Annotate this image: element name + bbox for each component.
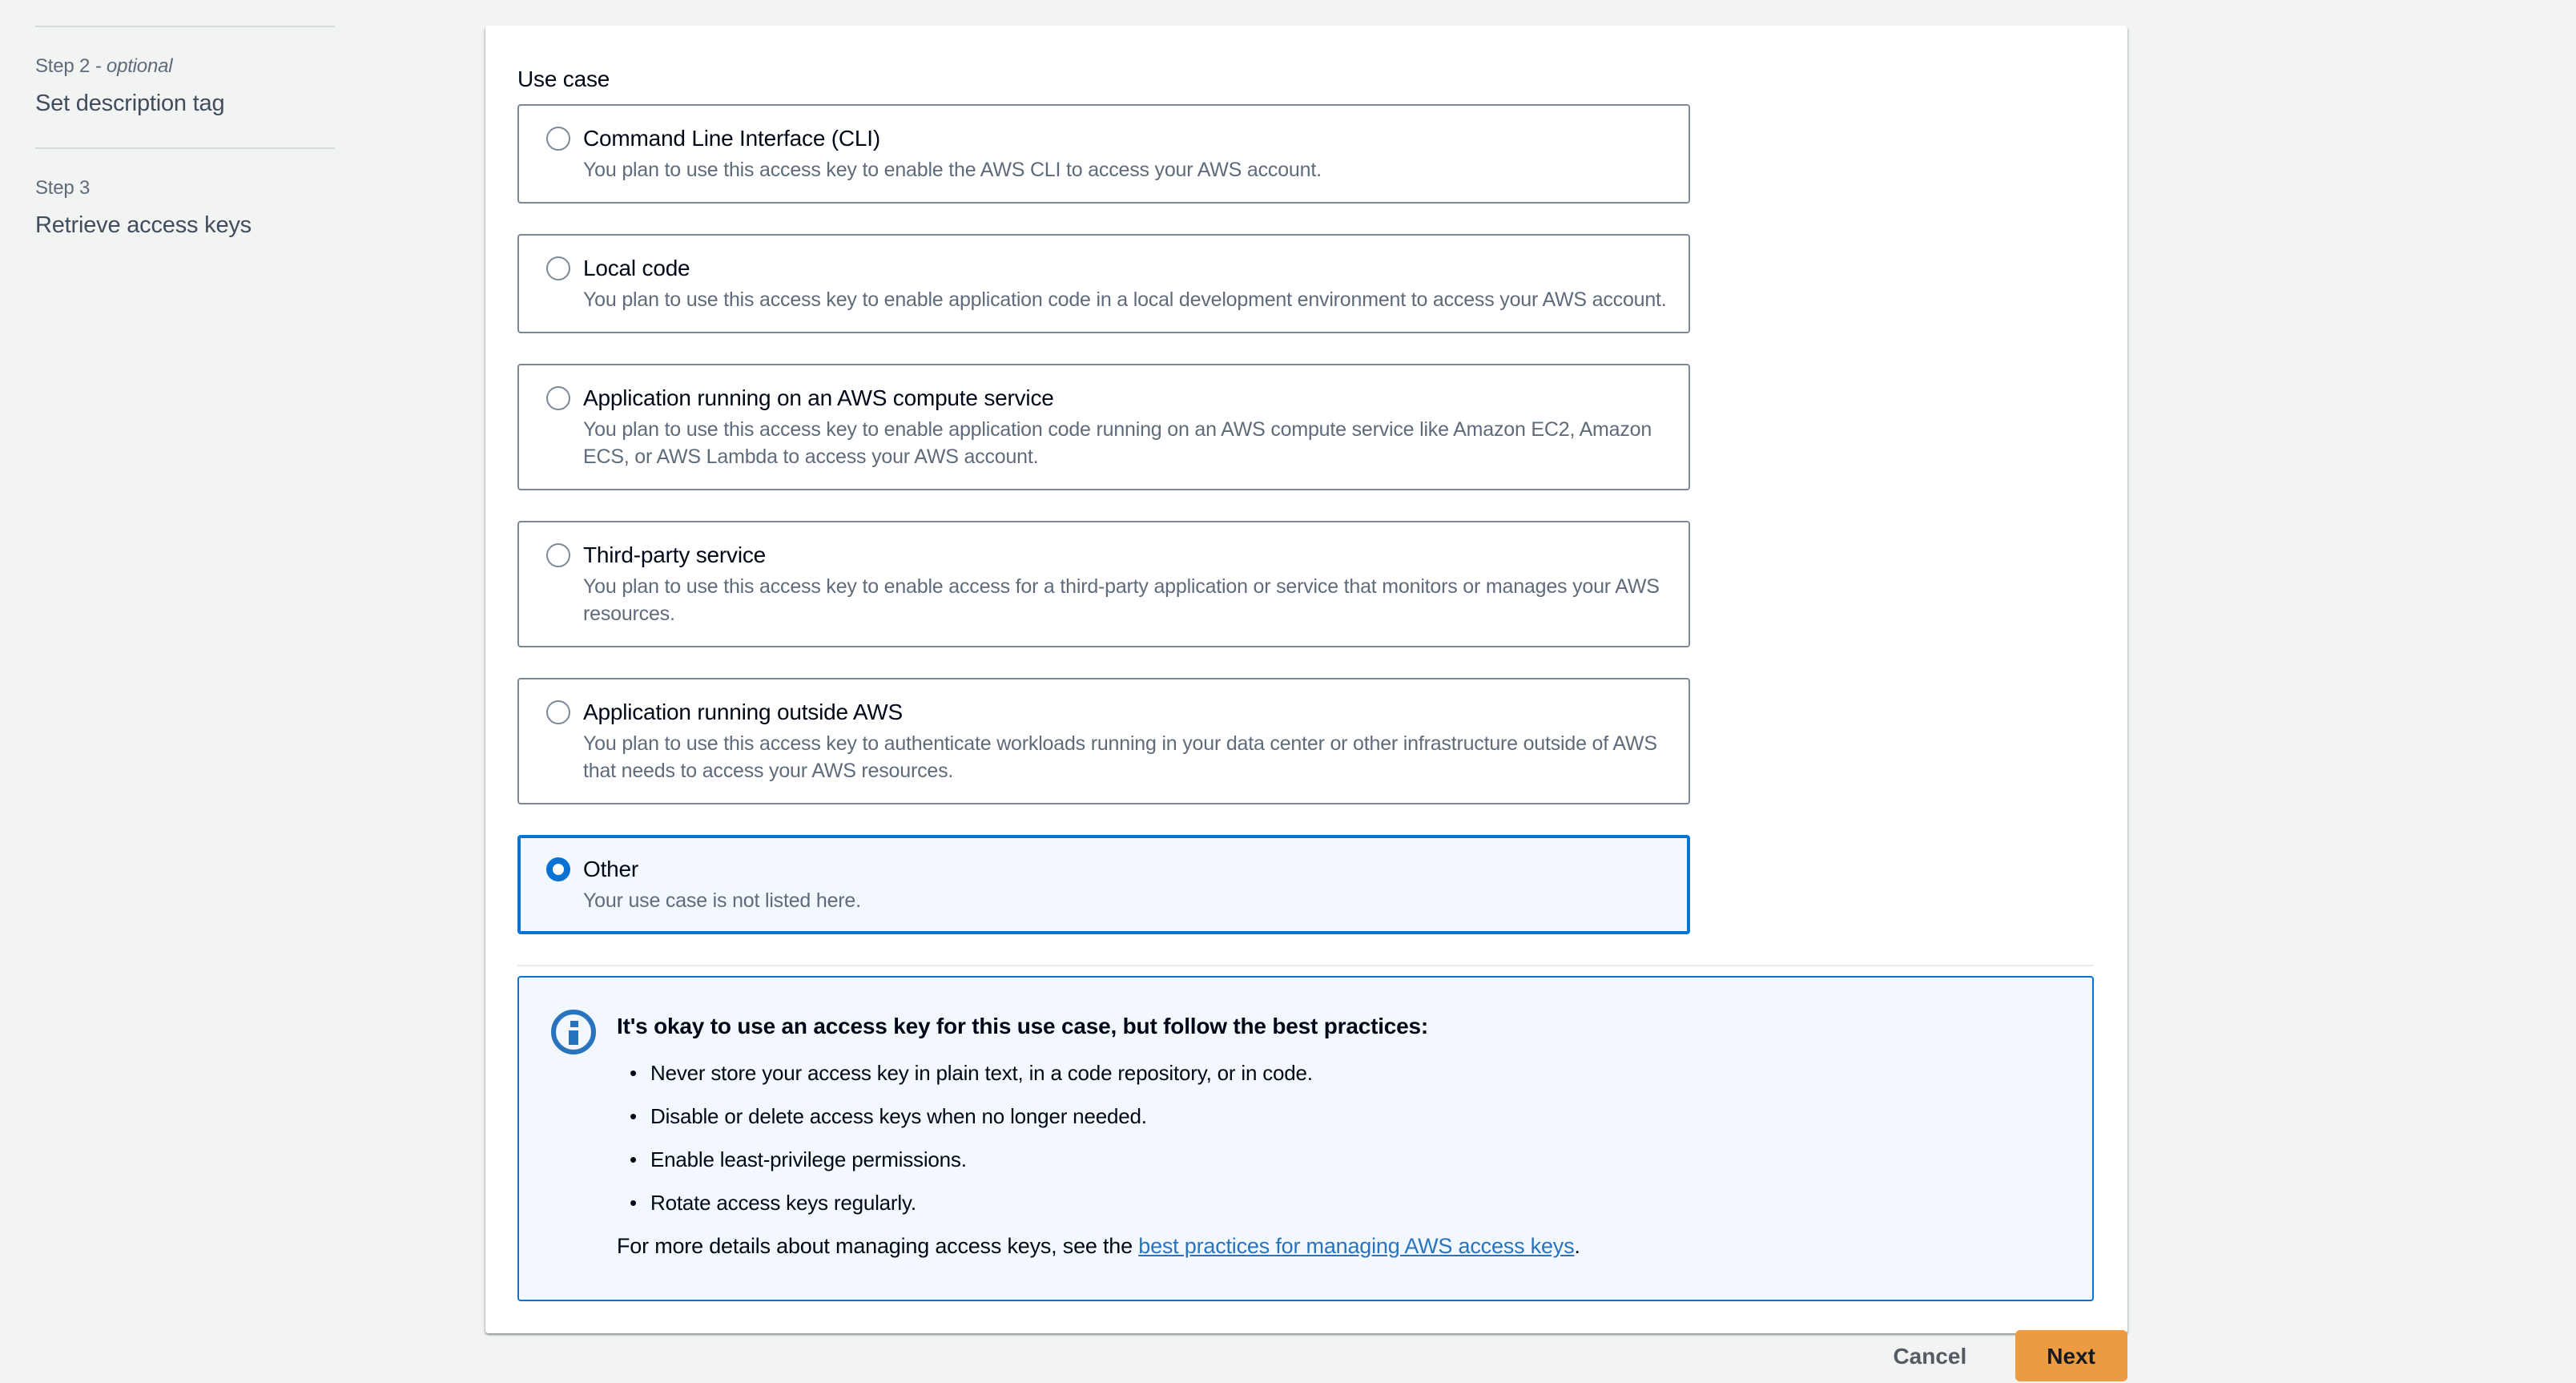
use-case-option-other[interactable] (517, 835, 1690, 934)
option-description: You plan to use this access key to enable access for a third-party application or service that monitors or manages your AWS resources. (583, 575, 1660, 625)
best-practices-info-alert (517, 976, 2094, 1301)
use-case-option-third-party-service[interactable] (517, 521, 1690, 647)
wizard-sidebar (35, 26, 335, 269)
option-label: Command Line Interface (CLI) (583, 125, 881, 151)
sidebar-step-2 (35, 27, 335, 147)
option-label: Application running on an AWS compute service (583, 385, 1054, 410)
info-icon (551, 1010, 596, 1054)
wizard-actions (485, 1330, 2127, 1381)
use-case-label: Use case (517, 66, 610, 91)
alert-bullet: • Never store your access key in plain text, in a code repository, or in code. (650, 1058, 2060, 1090)
alert-bullet: • Rotate access keys regularly. (650, 1187, 2060, 1220)
option-description: Your use case is not listed here. (583, 889, 861, 912)
best-practices-link[interactable]: best practices for managing AWS access keys (1138, 1234, 1575, 1258)
radio-button[interactable] (546, 386, 570, 410)
step-title: Retrieve access keys (35, 213, 252, 239)
option-description: You plan to use this access key to enable application code in a local development environment to access your AWS account. (583, 288, 1667, 311)
radio-button[interactable] (546, 127, 570, 151)
cancel-button[interactable]: Cancel (1861, 1337, 1998, 1375)
use-case-card (485, 26, 2127, 1333)
option-label: Local code (583, 255, 690, 280)
step-title: Set description tag (35, 91, 225, 117)
use-case-option-aws-compute-service[interactable] (517, 364, 1690, 490)
alert-bullet: • Disable or delete access keys when no longer needed. (650, 1101, 2060, 1133)
use-case-option-outside-aws[interactable] (517, 678, 1690, 804)
alert-bullet: • Enable least-privilege permissions. (650, 1144, 2060, 1176)
sidebar-step-3 (35, 149, 335, 269)
radio-button[interactable] (546, 256, 570, 280)
next-button[interactable]: Next (2015, 1330, 2127, 1381)
radio-button-selected[interactable] (546, 857, 570, 881)
radio-button[interactable] (546, 700, 570, 724)
alert-footer-text: For more details about managing access keys, see the best practices for managing AWS access keys. (617, 1234, 1580, 1258)
alert-title: It's okay to use an access key for this use case, but follow the best practices: (617, 1013, 1429, 1038)
option-description: You plan to use this access key to enable the AWS CLI to access your AWS account. (583, 159, 1322, 181)
option-label: Third-party service (583, 542, 767, 567)
option-label: Other (583, 856, 639, 881)
option-description: You plan to use this access key to authenticate workloads running in your data center or other infrastructure outside of AWS that needs to access your AWS resources. (583, 732, 1657, 782)
use-case-option-local-code[interactable] (517, 234, 1690, 333)
step-number-label: Step 2 - optional (35, 54, 173, 77)
divider (517, 965, 2094, 966)
option-label: Application running outside AWS (583, 699, 904, 724)
alert-bullet-list (617, 1058, 2060, 1220)
use-case-option-cli[interactable] (517, 104, 1690, 204)
radio-button[interactable] (546, 543, 570, 567)
step-number-label: Step 3 (35, 176, 91, 199)
use-case-tile-group (517, 104, 1690, 934)
option-description: You plan to use this access key to enable application code running on an AWS compute service like Amazon EC2, Amazon ECS, or AWS Lambda to access your AWS account. (583, 418, 1652, 468)
